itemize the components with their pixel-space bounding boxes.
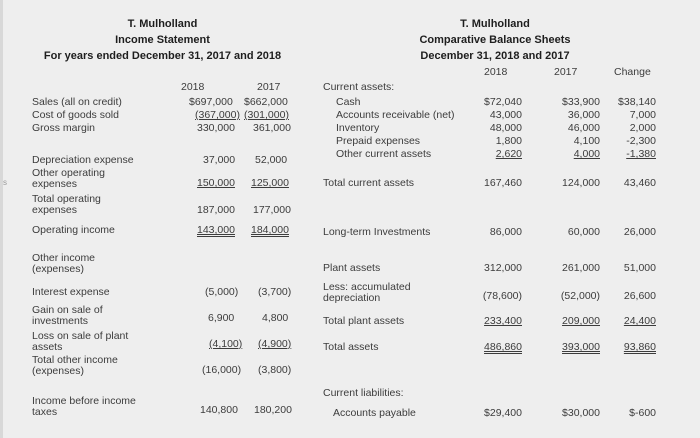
balance-value-change: 24,400 bbox=[623, 315, 656, 327]
balance-col-change: Change bbox=[614, 66, 651, 78]
balance-period: December 31, 2018 and 2017 bbox=[420, 50, 570, 62]
balance-value-change: 7,000 bbox=[629, 109, 656, 121]
balance-row-label: Other current assets bbox=[336, 148, 432, 160]
income-value-2017: (3,800) bbox=[258, 364, 292, 376]
balance-value-change: $-600 bbox=[629, 407, 656, 419]
income-value-2017: (4,900) bbox=[258, 338, 292, 350]
balance-value-2018: 86,000 bbox=[489, 226, 522, 238]
income-value-2017: (3,700) bbox=[258, 286, 292, 298]
income-company: T. Mulholland bbox=[127, 18, 198, 30]
edge-mark: s bbox=[3, 178, 7, 187]
income-row-label: Other operating expenses bbox=[32, 167, 105, 190]
balance-row-label: Prepaid expenses bbox=[336, 135, 421, 147]
balance-row-label: Long-term Investments bbox=[323, 226, 431, 238]
balance-value-2017: 4,100 bbox=[573, 135, 600, 147]
income-value-2018: 140,800 bbox=[200, 404, 238, 416]
balance-value-change: $38,140 bbox=[618, 96, 656, 108]
income-value-2018: 187,000 bbox=[197, 204, 235, 216]
balance-value-2017: 60,000 bbox=[567, 226, 600, 238]
income-title: Income Statement bbox=[115, 34, 210, 46]
balance-value-change: 26,600 bbox=[623, 290, 656, 302]
balance-value-2017: 36,000 bbox=[567, 109, 600, 121]
balance-value-change: -1,380 bbox=[626, 148, 656, 160]
balance-value-2018: 312,000 bbox=[484, 262, 522, 274]
balance-value-2017: 393,000 bbox=[562, 341, 600, 353]
income-row-label: Income before income taxes bbox=[32, 395, 136, 418]
income-value-2017: $662,000 bbox=[244, 96, 288, 108]
balance-row-label: Total current assets bbox=[323, 177, 415, 189]
income-section-label: Other income (expenses) bbox=[32, 252, 96, 275]
balance-title: Comparative Balance Sheets bbox=[419, 34, 571, 46]
income-value-2017: 361,000 bbox=[253, 122, 291, 134]
balance-company: T. Mulholland bbox=[460, 18, 530, 30]
income-value-2017: 52,000 bbox=[255, 154, 288, 166]
income-value-2017: 177,000 bbox=[253, 204, 291, 216]
balance-row-label: Accounts payable bbox=[333, 407, 416, 419]
income-row-label: Total operating expenses bbox=[32, 193, 101, 216]
income-row-label: Gross margin bbox=[32, 122, 96, 134]
balance-row-label: Total assets bbox=[323, 341, 379, 353]
income-value-2018: 6,900 bbox=[208, 312, 235, 324]
balance-value-2018: $29,400 bbox=[484, 407, 522, 419]
income-value-2017: 184,000 bbox=[251, 224, 289, 236]
balance-value-2018: 2,620 bbox=[495, 148, 522, 160]
income-value-2018: 150,000 bbox=[197, 177, 235, 189]
balance-col-2017: 2017 bbox=[554, 66, 578, 78]
balance-value-2018: 233,400 bbox=[484, 315, 522, 327]
balance-row-label: Plant assets bbox=[323, 262, 381, 274]
balance-value-2017: 124,000 bbox=[562, 177, 600, 189]
income-period: For years ended December 31, 2017 and 2018 bbox=[43, 50, 282, 62]
balance-value-2018: 48,000 bbox=[489, 122, 522, 134]
balance-value-change: 43,460 bbox=[623, 177, 656, 189]
income-value-2017: (301,000) bbox=[244, 109, 289, 121]
balance-col-2018: 2018 bbox=[484, 66, 508, 78]
balance-value-change: 26,000 bbox=[623, 226, 656, 238]
income-year-2017: 2017 bbox=[257, 81, 281, 93]
balance-value-2018: 1,800 bbox=[495, 135, 522, 147]
balance-value-2017: $30,000 bbox=[562, 407, 600, 419]
income-value-2017: 180,200 bbox=[254, 404, 292, 416]
income-value-2017: 125,000 bbox=[251, 177, 289, 189]
balance-row-label: Inventory bbox=[336, 122, 380, 134]
balance-value-change: 51,000 bbox=[623, 262, 656, 274]
income-value-2018: $697,000 bbox=[189, 96, 233, 108]
income-row-label: Sales (all on credit) bbox=[32, 96, 122, 108]
income-value-2018: 330,000 bbox=[197, 122, 235, 134]
income-value-2017: 4,800 bbox=[262, 312, 289, 324]
income-value-2018: (5,000) bbox=[205, 286, 239, 298]
balance-value-2017: 261,000 bbox=[562, 262, 600, 274]
page-edge bbox=[0, 0, 3, 438]
balance-section-label: Current liabilities: bbox=[323, 387, 404, 399]
income-row-label: Loss on sale of plant assets bbox=[32, 330, 129, 353]
balance-value-2018: $72,040 bbox=[484, 96, 522, 108]
balance-row-label: Total plant assets bbox=[323, 315, 405, 327]
income-row-label: Operating income bbox=[32, 224, 115, 236]
balance-value-change: 2,000 bbox=[629, 122, 656, 134]
income-value-2018: 37,000 bbox=[203, 154, 236, 166]
balance-value-change: 93,860 bbox=[623, 341, 656, 353]
balance-value-2018: 486,860 bbox=[484, 341, 522, 353]
balance-value-change: -2,300 bbox=[626, 135, 656, 147]
balance-row-label: Less: accumulated depreciation bbox=[323, 281, 411, 304]
balance-value-2018: 167,460 bbox=[484, 177, 522, 189]
income-row-label: Cost of goods sold bbox=[32, 109, 119, 121]
balance-value-2018: (78,600) bbox=[482, 290, 522, 302]
income-value-2018: (16,000) bbox=[202, 364, 242, 376]
balance-value-2017: $33,900 bbox=[562, 96, 600, 108]
balance-row-label: Cash bbox=[336, 96, 361, 108]
balance-row-label: Accounts receivable (net) bbox=[336, 109, 455, 121]
income-value-2018: (367,000) bbox=[195, 109, 240, 121]
balance-value-2017: 4,000 bbox=[573, 148, 600, 160]
income-value-2018: 143,000 bbox=[197, 224, 235, 236]
income-year-2018: 2018 bbox=[181, 81, 205, 93]
income-row-label: Total other income (expenses) bbox=[32, 354, 118, 377]
income-row-label: Gain on sale of investments bbox=[32, 304, 103, 327]
balance-value-2018: 43,000 bbox=[489, 109, 522, 121]
balance-value-2017: (52,000) bbox=[560, 290, 600, 302]
income-value-2018: (4,100) bbox=[209, 338, 243, 350]
balance-value-2017: 46,000 bbox=[567, 122, 600, 134]
balance-value-2017: 209,000 bbox=[562, 315, 600, 327]
income-row-label: Interest expense bbox=[32, 286, 110, 298]
balance-section-label: Current assets: bbox=[323, 81, 395, 93]
income-row-label: Depreciation expense bbox=[32, 154, 134, 166]
